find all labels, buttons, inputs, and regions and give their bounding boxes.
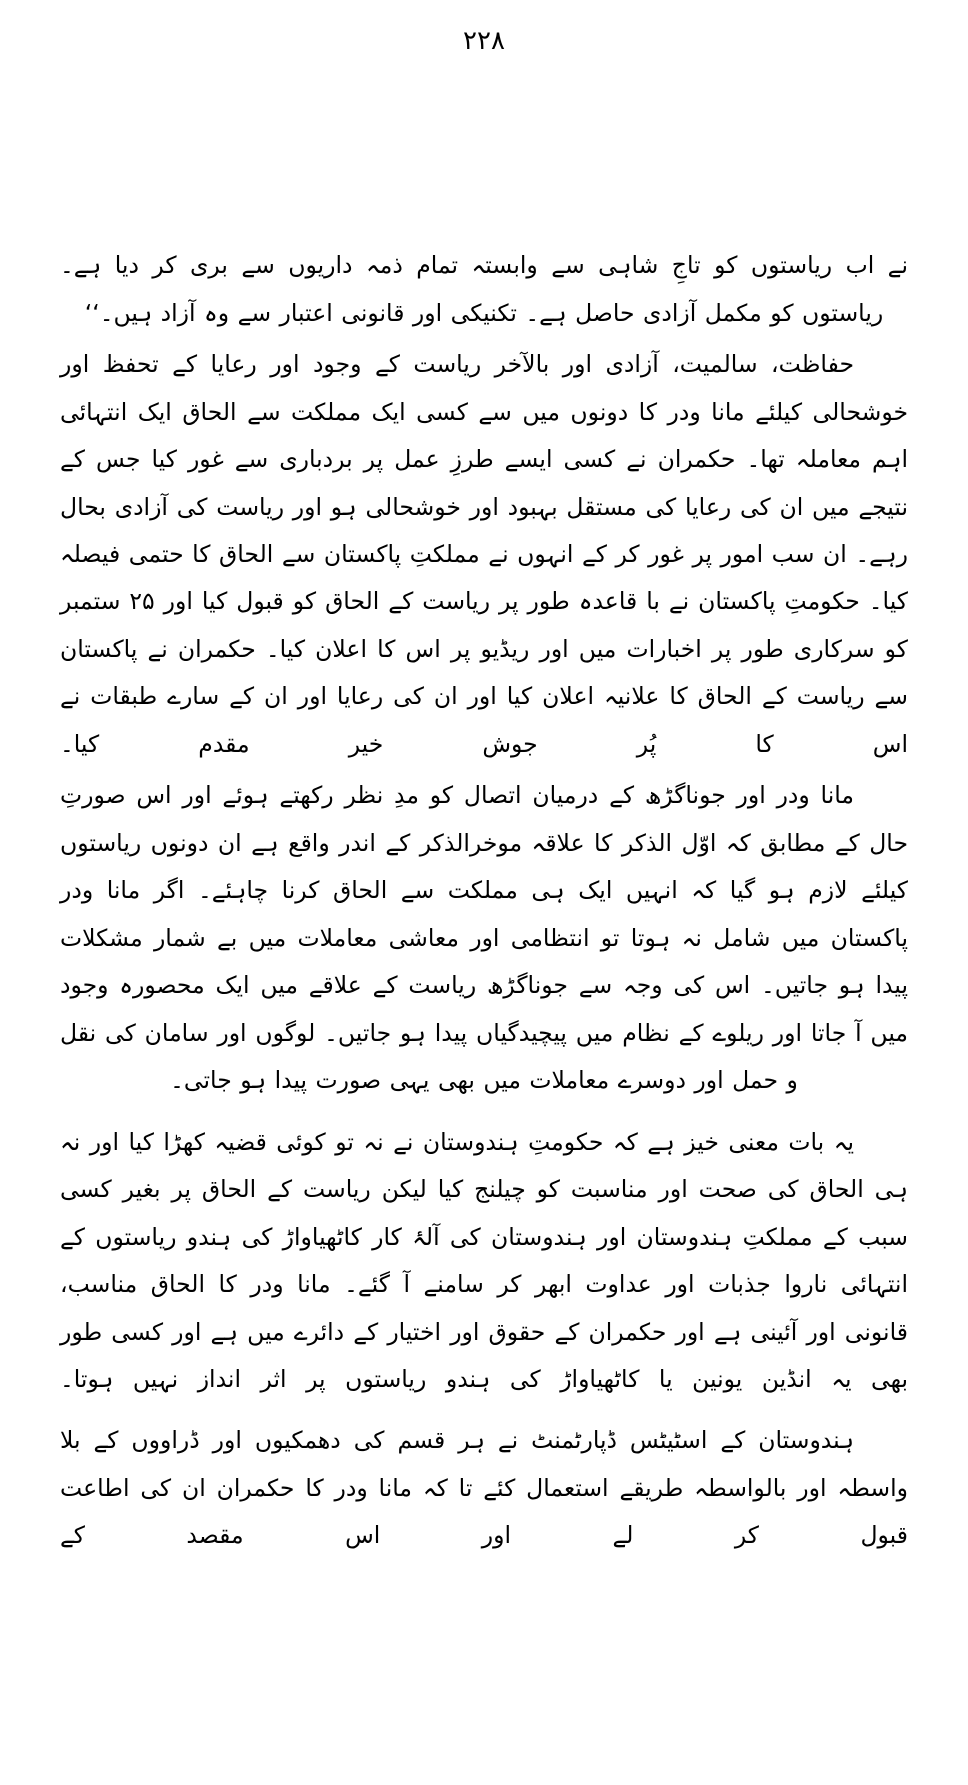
paragraph-2: حفاظت، سالمیت، آزادی اور بالآخر ریاست کے وجود اور رعایا کے تحفظ اور خوشحالی کیلئے مانا ودر کا دونوں میں سے کسی ایک مملکت سے الحاق ایک انتہائی اہم معاملہ تھا۔ حکمران نے کسی ایسے طرزِ عمل پر بردباری سے غور کیا جس کے نتیجے میں ان کی رعایا کی مستقل بہبود اور خوشحالی ہو اور ریاست کی آزادی بحال رہے۔ ان سب امور پر غور کر کے انہوں نے مملکتِ پاکستان سے الحاق کا حتمی فیصلہ کیا۔ حکومتِ پاکستان نے با قاعدہ طور پر ریاست کے الحاق کو قبول کیا اور ۲۵ ستمبر کو سرکاری طور پر اخبارات میں اور ریڈیو پر اس کا اعلان کیا۔ حکمران نے پاکستان سے ریاست کے الحاق کا علانیہ اعلان کیا اور ان کی رعایا اور ان کے سارے طبقات نے اس کا پُر جوش خیر مقدم کیا۔ bbox=[60, 350, 908, 758]
page-number: ۲۲۸ bbox=[463, 26, 505, 56]
paragraph-4: یہ بات معنی خیز ہے کہ حکومتِ ہندوستان نے نہ تو کوئی قضیہ کھڑا کیا اور نہ ہی الحاق کی صحت اور مناسبت کو چیلنج کیا لیکن ریاست کے الحاق پر بغیر کسی سبب کے مملکتِ ہندوستان اور ہندوستان کی آلۂ کار کاٹھیاواڑ کی ہندو ریاستوں کے انتہائی ناروا جذبات اور عداوت ابھر کر سامنے آ گئے۔ مانا ودر کا الحاق مناسب، قانونی اور آئینی ہے اور حکمران کے حقوق اور اختیار کے دائرے میں ہے اور کسی طور بھی یہ انڈین یونین یا کاٹھیاواڑ کی ہندو ریاستوں پر اثر انداز نہیں ہوتا۔ bbox=[60, 1127, 908, 1393]
paragraph-5: ہندوستان کے اسٹیٹس ڈپارٹمنٹ نے ہر قسم کی دھمکیوں اور ڈراووں کے بلا واسطہ اور بالواسطہ طریقے استعمال کئے تا کہ مانا ودر کا حکمران ان کی اطاعت قبول کر لے اور اس مقصد کے bbox=[60, 1426, 908, 1550]
paragraph-gap bbox=[60, 1109, 908, 1119]
paragraph-1: نے اب ریاستوں کو تاجِ شاہی سے وابستہ تمام ذمہ داریوں سے بری کر دیا ہے۔ ریاستوں کو مکمل آزادی حاصل ہے۔ تکنیکی اور قانونی اعتبار سے وہ آزاد ہیں۔‘‘ bbox=[60, 251, 908, 327]
paragraph-3: مانا ودر اور جوناگڑھ کے درمیان اتصال کو مدِ نظر رکھتے ہوئے اور اس صورتِ حال کے مطابق کہ اوّل الذکر کا علاقہ موخرالذکر کے اندر واقع ہے ان دونوں ریاستوں کیلئے لازم ہو گیا کہ انہیں ایک ہی مملکت سے الحاق کرنا چاہئے۔ اگر مانا ودر پاکستان میں شامل نہ ہوتا تو انتظامی اور معاشی معاملات میں بے شمار مشکلات پیدا ہو جاتیں۔ اس کی وجہ سے جوناگڑھ ریاست کے علاقے میں ایک محصورہ وجود میں آ جاتا اور ریلوے کے نظام میں پیچیدگیاں پیدا ہو جاتیں۔ لوگوں اور سامان کی نقل و حمل اور دوسرے معاملات میں بھی یہی صورت پیدا ہو جاتی۔ bbox=[60, 781, 908, 1095]
paragraph-gap-2 bbox=[60, 1407, 908, 1417]
page-body bbox=[60, 242, 908, 1560]
